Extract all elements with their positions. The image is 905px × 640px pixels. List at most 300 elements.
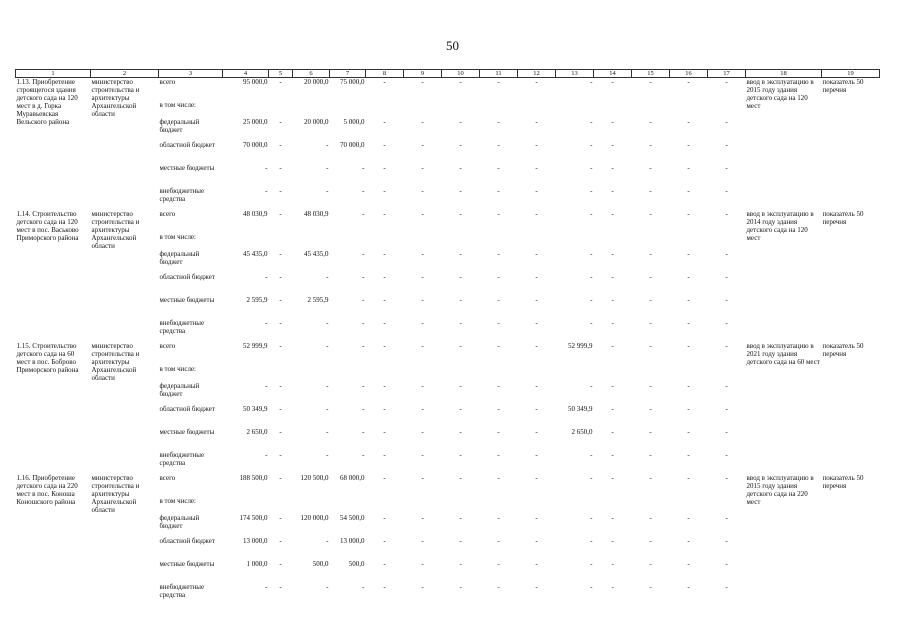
value-cell — [404, 497, 442, 514]
value-cell: - — [459, 514, 462, 522]
value-cell — [404, 365, 442, 382]
value-cell: - — [421, 474, 424, 482]
source-label-cell: в том числе: — [159, 497, 196, 505]
value-cell: - — [383, 382, 386, 390]
value-cell — [330, 497, 366, 514]
value-cell — [594, 497, 632, 514]
value-cell: - — [279, 141, 282, 149]
value-cell: - — [535, 118, 538, 126]
value-cell: - — [687, 296, 690, 304]
value-cell: 2 650,0 — [246, 428, 268, 436]
value-cell: - — [421, 537, 424, 545]
value-cell: - — [279, 537, 282, 545]
value-cell: - — [725, 451, 728, 459]
value-cell: 50 349,9 — [243, 405, 268, 413]
value-cell: - — [383, 164, 386, 172]
value-cell: - — [421, 583, 424, 591]
value-cell — [670, 101, 708, 118]
value-cell: - — [383, 560, 386, 568]
value-cell: - — [649, 474, 652, 482]
value-cell — [269, 365, 293, 382]
value-cell: - — [326, 451, 329, 459]
agency-cell: министерство строительства и архитектуры Архангельской области — [91, 474, 140, 514]
value-cell: - — [383, 514, 386, 522]
value-cell: - — [265, 451, 268, 459]
value-cell: - — [535, 405, 538, 413]
header-cell: 3 — [159, 70, 223, 78]
value-cell: - — [725, 382, 728, 390]
value-cell: - — [590, 583, 593, 591]
agency-cell: министерство строительства и архитектуры Архангельской области — [91, 210, 140, 250]
result-cell: ввод в эксплуатацию в 2015 году здания детского сада на 120 мест — [746, 78, 814, 110]
source-label-cell: в том числе: — [159, 233, 196, 241]
value-cell: 5 000,0 — [343, 118, 365, 126]
value-cell — [223, 233, 269, 250]
value-cell: - — [279, 118, 282, 126]
value-cell: - — [497, 583, 500, 591]
value-cell: - — [383, 451, 386, 459]
source-label-cell: федеральный бюджет — [159, 382, 200, 398]
source-label-cell: всего — [159, 210, 176, 218]
indicator-cell: показатель 50 перечня — [822, 474, 864, 490]
value-cell: - — [383, 78, 386, 86]
value-cell: - — [649, 273, 652, 281]
value-cell: - — [687, 273, 690, 281]
indicator-cell: показатель 50 перечня — [822, 210, 864, 226]
value-cell: 174 500,0 — [239, 514, 268, 522]
value-cell: - — [497, 319, 500, 327]
value-cell — [442, 233, 480, 250]
value-cell: - — [611, 342, 614, 350]
value-cell: - — [362, 296, 365, 304]
value-cell: - — [326, 405, 329, 413]
value-cell: - — [535, 342, 538, 350]
value-cell: - — [649, 210, 652, 218]
value-cell: 70 000,0 — [243, 141, 268, 149]
value-cell: - — [725, 428, 728, 436]
value-cell: 52 999,9 — [243, 342, 268, 350]
table-row — [16, 78, 880, 102]
header-cell: 12 — [518, 70, 556, 78]
value-cell: - — [611, 319, 614, 327]
value-cell: - — [362, 210, 365, 218]
value-cell: - — [383, 474, 386, 482]
value-cell — [556, 497, 594, 514]
value-cell: - — [590, 296, 593, 304]
source-label-cell: областной бюджет — [159, 537, 215, 545]
value-cell: - — [459, 210, 462, 218]
value-cell: - — [497, 273, 500, 281]
value-cell: - — [725, 560, 728, 568]
value-cell: - — [497, 560, 500, 568]
value-cell: - — [383, 537, 386, 545]
value-cell: - — [265, 583, 268, 591]
value-cell: - — [497, 250, 500, 258]
value-cell: - — [279, 273, 282, 281]
value-cell: 188 500,0 — [239, 474, 268, 482]
value-cell: - — [611, 118, 614, 126]
value-cell: - — [687, 210, 690, 218]
value-cell — [518, 365, 556, 382]
value-cell: - — [421, 405, 424, 413]
header-row — [16, 70, 880, 78]
value-cell: - — [590, 319, 593, 327]
value-cell: - — [687, 560, 690, 568]
value-cell: - — [649, 250, 652, 258]
value-cell: - — [649, 428, 652, 436]
header-cell: 2 — [91, 70, 159, 78]
value-cell: 95 000,0 — [243, 78, 268, 86]
value-cell: - — [725, 164, 728, 172]
value-cell: - — [265, 382, 268, 390]
value-cell: - — [649, 118, 652, 126]
value-cell: - — [725, 583, 728, 591]
source-label-cell: внебюджетные средства — [159, 319, 205, 335]
value-cell: - — [326, 537, 329, 545]
value-cell: - — [649, 560, 652, 568]
value-cell: - — [497, 428, 500, 436]
value-cell: - — [421, 78, 424, 86]
value-cell: - — [279, 451, 282, 459]
value-cell: - — [590, 451, 593, 459]
value-cell: - — [383, 250, 386, 258]
value-cell: - — [687, 250, 690, 258]
result-cell: ввод в эксплуатацию в 2021 году здания детского сада на 60 мест — [746, 342, 820, 366]
result-cell: ввод в эксплуатацию в 2015 году здания детского сада на 220 мест — [746, 474, 814, 506]
value-cell: - — [611, 250, 614, 258]
value-cell — [480, 101, 518, 118]
source-label-cell: областной бюджет — [159, 273, 215, 281]
value-cell: - — [725, 537, 728, 545]
header-cell: 16 — [670, 70, 708, 78]
value-cell: - — [535, 250, 538, 258]
value-cell: - — [535, 560, 538, 568]
result-cell: ввод в эксплуатацию в 2014 году здания детского сада на 120 мест — [746, 210, 814, 242]
value-cell: - — [383, 342, 386, 350]
value-cell: - — [362, 382, 365, 390]
measure-name-cell: 1.14. Строительство детского сада на 120 мест в пос. Васьково Приморского района — [16, 210, 79, 242]
value-cell: - — [590, 141, 593, 149]
value-cell: - — [725, 342, 728, 350]
value-cell — [480, 233, 518, 250]
value-cell: - — [687, 319, 690, 327]
table-row — [16, 210, 880, 233]
value-cell: - — [649, 382, 652, 390]
value-cell: - — [687, 118, 690, 126]
value-cell — [632, 233, 670, 250]
value-cell: - — [497, 382, 500, 390]
value-cell — [223, 365, 269, 382]
value-cell — [293, 233, 330, 250]
value-cell: - — [611, 537, 614, 545]
header-cell: 9 — [404, 70, 442, 78]
value-cell: - — [687, 514, 690, 522]
value-cell: - — [459, 405, 462, 413]
value-cell: 500,0 — [348, 560, 365, 568]
page-number: 50 — [446, 38, 459, 53]
value-cell: - — [590, 118, 593, 126]
value-cell: - — [535, 210, 538, 218]
value-cell: - — [497, 451, 500, 459]
value-cell: - — [725, 296, 728, 304]
value-cell — [330, 365, 366, 382]
value-cell: - — [687, 187, 690, 195]
value-cell: - — [265, 164, 268, 172]
value-cell: - — [611, 210, 614, 218]
value-cell: - — [497, 164, 500, 172]
value-cell: - — [611, 451, 614, 459]
value-cell: 68 000,0 — [340, 474, 365, 482]
source-label-cell: в том числе: — [159, 365, 196, 373]
value-cell: - — [590, 514, 593, 522]
header-cell: 17 — [708, 70, 746, 78]
value-cell: - — [459, 250, 462, 258]
value-cell: - — [279, 296, 282, 304]
value-cell: - — [459, 474, 462, 482]
value-cell: - — [326, 342, 329, 350]
value-cell: - — [383, 141, 386, 149]
value-cell: - — [590, 560, 593, 568]
value-cell: - — [649, 514, 652, 522]
value-cell: - — [459, 560, 462, 568]
value-cell: - — [649, 583, 652, 591]
measure-name-cell: 1.15. Строительство детского сада на 60 мест в пос. Боброво Приморского района — [16, 342, 79, 374]
value-cell: - — [326, 164, 329, 172]
value-cell: - — [362, 250, 365, 258]
header-cell: 8 — [366, 70, 404, 78]
value-cell: - — [279, 583, 282, 591]
value-cell: - — [590, 210, 593, 218]
value-cell: 20 000,0 — [304, 118, 329, 126]
source-label-cell: местные бюджеты — [159, 296, 215, 304]
value-cell — [518, 497, 556, 514]
value-cell: - — [265, 187, 268, 195]
value-cell: - — [611, 560, 614, 568]
value-cell: - — [421, 451, 424, 459]
value-cell: - — [611, 164, 614, 172]
header-cell: 18 — [746, 70, 822, 78]
value-cell: - — [725, 514, 728, 522]
value-cell: - — [279, 164, 282, 172]
value-cell: - — [725, 405, 728, 413]
source-label-cell: местные бюджеты — [159, 560, 215, 568]
header-cell: 4 — [223, 70, 269, 78]
value-cell: - — [459, 428, 462, 436]
value-cell: - — [649, 296, 652, 304]
value-cell — [269, 497, 293, 514]
value-cell: - — [590, 382, 593, 390]
value-cell: - — [497, 342, 500, 350]
value-cell: - — [497, 118, 500, 126]
value-cell — [442, 101, 480, 118]
value-cell: - — [326, 273, 329, 281]
value-cell: - — [421, 118, 424, 126]
value-cell: - — [611, 405, 614, 413]
value-cell — [632, 365, 670, 382]
value-cell: 13 000,0 — [243, 537, 268, 545]
value-cell: - — [459, 187, 462, 195]
value-cell: - — [421, 210, 424, 218]
value-cell — [632, 497, 670, 514]
value-cell: - — [383, 210, 386, 218]
header-cell: 6 — [293, 70, 330, 78]
value-cell: - — [725, 319, 728, 327]
value-cell: - — [326, 428, 329, 436]
indicator-cell: показатель 50 перечня — [822, 78, 864, 94]
value-cell: - — [687, 583, 690, 591]
value-cell: - — [421, 164, 424, 172]
value-cell: - — [383, 405, 386, 413]
value-cell: - — [687, 405, 690, 413]
value-cell: - — [535, 583, 538, 591]
value-cell: - — [383, 273, 386, 281]
value-cell: - — [535, 537, 538, 545]
source-label-cell: всего — [159, 342, 176, 350]
value-cell — [556, 233, 594, 250]
value-cell: - — [649, 342, 652, 350]
value-cell: 75 000,0 — [340, 78, 365, 86]
value-cell: - — [421, 187, 424, 195]
value-cell: - — [279, 514, 282, 522]
value-cell: - — [362, 405, 365, 413]
value-cell: - — [279, 382, 282, 390]
value-cell: - — [279, 560, 282, 568]
value-cell — [269, 101, 293, 118]
value-cell: 13 000,0 — [340, 537, 365, 545]
value-cell — [594, 101, 632, 118]
value-cell: - — [649, 319, 652, 327]
value-cell: - — [611, 273, 614, 281]
value-cell: - — [497, 474, 500, 482]
value-cell: - — [497, 537, 500, 545]
agency-cell: министерство строительства и архитектуры Архангельской области — [91, 78, 140, 118]
value-cell: - — [687, 451, 690, 459]
header-cell: 5 — [269, 70, 293, 78]
value-cell: - — [383, 187, 386, 195]
value-cell — [442, 497, 480, 514]
indicator-cell: показатель 50 перечня — [822, 342, 864, 358]
source-label-cell: внебюджетные средства — [159, 583, 205, 599]
value-cell: - — [279, 428, 282, 436]
value-cell — [330, 101, 366, 118]
value-cell — [556, 101, 594, 118]
value-cell — [223, 101, 269, 118]
value-cell: - — [326, 141, 329, 149]
value-cell: - — [611, 78, 614, 86]
value-cell — [670, 497, 708, 514]
value-cell: - — [590, 164, 593, 172]
value-cell: - — [383, 118, 386, 126]
value-cell: - — [590, 537, 593, 545]
value-cell: - — [362, 164, 365, 172]
budget-table — [15, 69, 880, 606]
value-cell: - — [383, 583, 386, 591]
table-row — [16, 474, 880, 497]
source-label-cell: всего — [159, 474, 176, 482]
value-cell: - — [459, 164, 462, 172]
header-cell: 13 — [556, 70, 594, 78]
value-cell: - — [497, 187, 500, 195]
source-label-cell: внебюджетные средства — [159, 451, 205, 467]
value-cell — [708, 365, 746, 382]
value-cell — [404, 233, 442, 250]
value-cell: - — [383, 428, 386, 436]
value-cell: 48 030,9 — [243, 210, 268, 218]
header-cell: 11 — [480, 70, 518, 78]
value-cell — [594, 365, 632, 382]
value-cell: - — [611, 514, 614, 522]
value-cell: - — [611, 187, 614, 195]
value-cell: - — [279, 210, 282, 218]
value-cell: - — [687, 428, 690, 436]
value-cell: - — [687, 474, 690, 482]
source-label-cell: местные бюджеты — [159, 164, 215, 172]
measure-name-cell: 1.16. Приобретение детского сада на 220 мест в пос. Коноша Коношского района — [16, 474, 78, 506]
value-cell: - — [421, 141, 424, 149]
value-cell — [708, 497, 746, 514]
value-cell — [404, 101, 442, 118]
value-cell: - — [362, 451, 365, 459]
value-cell — [366, 497, 404, 514]
value-cell: - — [383, 296, 386, 304]
value-cell: - — [611, 296, 614, 304]
value-cell: - — [725, 141, 728, 149]
value-cell — [708, 101, 746, 118]
value-cell — [708, 233, 746, 250]
value-cell: - — [279, 319, 282, 327]
value-cell: - — [459, 141, 462, 149]
value-cell: - — [279, 187, 282, 195]
value-cell: - — [326, 187, 329, 195]
value-cell: - — [590, 187, 593, 195]
value-cell: - — [535, 141, 538, 149]
table-row — [16, 342, 880, 365]
value-cell: - — [535, 164, 538, 172]
value-cell: - — [279, 405, 282, 413]
value-cell — [670, 233, 708, 250]
value-cell: - — [535, 78, 538, 86]
value-cell: 25 000,0 — [243, 118, 268, 126]
value-cell: - — [649, 78, 652, 86]
value-cell: - — [535, 296, 538, 304]
value-cell: - — [687, 342, 690, 350]
value-cell: - — [279, 250, 282, 258]
value-cell: - — [497, 78, 500, 86]
source-label-cell: областной бюджет — [159, 405, 215, 413]
value-cell — [556, 365, 594, 382]
value-cell — [293, 101, 330, 118]
value-cell: - — [725, 474, 728, 482]
value-cell: - — [362, 273, 365, 281]
value-cell: - — [362, 319, 365, 327]
value-cell: - — [279, 78, 282, 86]
value-cell: - — [687, 164, 690, 172]
value-cell: - — [535, 187, 538, 195]
agency-cell: министерство строительства и архитектуры Архангельской области — [91, 342, 140, 382]
value-cell: - — [590, 250, 593, 258]
value-cell — [223, 497, 269, 514]
value-cell: - — [649, 537, 652, 545]
value-cell: - — [611, 474, 614, 482]
measure-name-cell: 1.13. Приобретение строящегося здания детского сада на 120 мест в д. Горка Муравьевская Вельского района — [16, 78, 78, 126]
value-cell: - — [725, 187, 728, 195]
value-cell: 2 595,9 — [246, 296, 268, 304]
value-cell: - — [535, 273, 538, 281]
value-cell: - — [590, 474, 593, 482]
value-cell — [293, 497, 330, 514]
value-cell: - — [459, 342, 462, 350]
value-cell: - — [687, 537, 690, 545]
